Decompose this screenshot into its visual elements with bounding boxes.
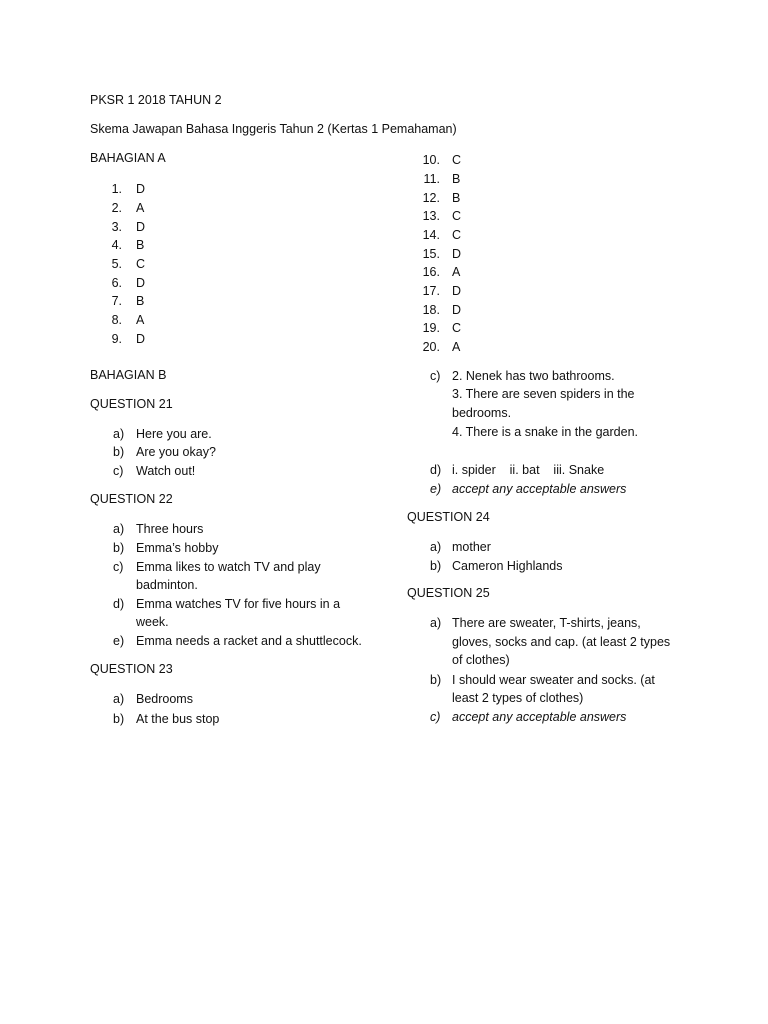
q24-b-text: Cameron Highlands bbox=[452, 559, 563, 573]
q23-c-line2: 3. There are seven spiders in the bbox=[452, 387, 635, 401]
q25-b-line2: least 2 types of clothes) bbox=[452, 691, 584, 705]
q25-b-line1: I should wear sweater and socks. (at bbox=[452, 673, 655, 687]
question-22-heading: QUESTION 22 bbox=[90, 492, 173, 506]
q22-c-text-line2: badminton. bbox=[136, 578, 198, 592]
question-24-heading: QUESTION 24 bbox=[407, 510, 490, 524]
q22-a-text: Three hours bbox=[136, 522, 204, 536]
q25-a-line2: gloves, socks and cap. (at least 2 types bbox=[452, 635, 671, 649]
q22-e-label: e) bbox=[113, 634, 125, 648]
q21-b-label: b) bbox=[113, 445, 125, 459]
q22-c-label: c) bbox=[113, 560, 124, 574]
q23-d-label: d) bbox=[430, 463, 442, 477]
q22-d-text-line1: Emma watches TV for five hours in a bbox=[136, 597, 341, 611]
q22-a-label: a) bbox=[113, 522, 125, 536]
q21-c-text: Watch out! bbox=[136, 464, 196, 478]
q23-d-text: i. spider ii. bat iii. Snake bbox=[452, 463, 605, 477]
section-heading-bahagian-a: BAHAGIAN A bbox=[90, 151, 166, 165]
q23-e-text: accept any acceptable answers bbox=[452, 482, 627, 496]
q25-a-label: a) bbox=[430, 616, 442, 630]
q22-b-text: Emma’s hobby bbox=[136, 541, 219, 555]
q25-a-line1: There are sweater, T-shirts, jeans, bbox=[452, 616, 641, 630]
q22-d-text-line2: week. bbox=[136, 615, 169, 629]
q23-e-label: e) bbox=[430, 482, 442, 496]
q21-b-text: Are you okay? bbox=[136, 445, 216, 459]
doc-title: PKSR 1 2018 TAHUN 2 bbox=[90, 93, 222, 107]
q23-c-line3: bedrooms. bbox=[452, 406, 512, 420]
q23-b-text: At the bus stop bbox=[136, 712, 220, 726]
q25-a-line3: of clothes) bbox=[452, 653, 510, 667]
q21-a-text: Here you are. bbox=[136, 427, 212, 441]
section-heading-bahagian-b: BAHAGIAN B bbox=[90, 368, 167, 382]
q22-d-label: d) bbox=[113, 597, 125, 611]
doc-subtitle: Skema Jawapan Bahasa Inggeris Tahun 2 (Kertas 1 Pemahaman) bbox=[90, 122, 457, 136]
q24-a-label: a) bbox=[430, 540, 442, 554]
q23-a-label: a) bbox=[113, 692, 125, 706]
q24-a-text: mother bbox=[452, 540, 491, 554]
q24-b-label: b) bbox=[430, 559, 442, 573]
question-21-heading: QUESTION 21 bbox=[90, 397, 173, 411]
q22-b-label: b) bbox=[113, 541, 125, 555]
q23-c-line4: 4. There is a snake in the garden. bbox=[452, 425, 638, 439]
answer-list-10-20: 10. C 11. B 12. B 13. C 14. C 15. D 16. A 17. D 18. D 19. C 20. A bbox=[422, 153, 462, 354]
question-23-heading: QUESTION 23 bbox=[90, 662, 173, 676]
question-25-heading: QUESTION 25 bbox=[407, 586, 490, 600]
q23-b-label: b) bbox=[113, 712, 125, 726]
q21-c-label: c) bbox=[113, 464, 124, 478]
q22-c-text-line1: Emma likes to watch TV and play bbox=[136, 560, 321, 574]
q25-c-text: accept any acceptable answers bbox=[452, 710, 627, 724]
q23-c-line1: 2. Nenek has two bathrooms. bbox=[452, 369, 615, 383]
answer-list-1-9: 1. D 2. A 3. D 4. B 5. C 6. D 7. B 8. A 9. D bbox=[111, 182, 146, 346]
q25-c-label: c) bbox=[430, 710, 441, 724]
q21-a-label: a) bbox=[113, 427, 125, 441]
q23-a-text: Bedrooms bbox=[136, 692, 193, 706]
q23-c-label: c) bbox=[430, 369, 441, 383]
q22-e-text: Emma needs a racket and a shuttlecock. bbox=[136, 634, 362, 648]
q25-b-label: b) bbox=[430, 673, 442, 687]
